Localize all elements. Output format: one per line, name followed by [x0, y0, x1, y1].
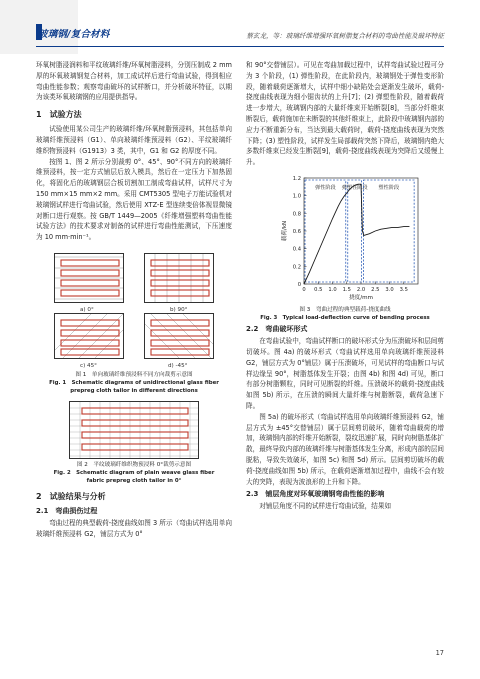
fig2-caption-en-2: fabric prepreg cloth tailor in 0°: [86, 478, 182, 485]
fig1-panel-a: [54, 253, 124, 303]
stage-label: 塑性阶段: [378, 184, 400, 191]
load-deflection-line: [304, 184, 409, 284]
header-rule: [36, 46, 444, 47]
y-tick-label: 0.6: [292, 228, 301, 235]
fig2-drawing: [70, 402, 199, 459]
stage-box: [305, 180, 346, 282]
fig1-label-c: c) 45°: [80, 362, 97, 369]
fig1-panel-c: [54, 313, 124, 359]
fig1-caption-cn: 图 1 单向玻璃纤维预浸料不同方向裁剪示意图: [75, 371, 193, 378]
x-tick-label: 1.5: [342, 286, 351, 293]
y-axis-label: 载荷/kN: [282, 220, 288, 242]
y-tick-label: 0.8: [292, 211, 301, 218]
section-1-title: 1 试验方法: [36, 110, 82, 120]
y-tick-label: 1.2: [292, 175, 301, 182]
y-tick-label: 0.4: [292, 246, 301, 253]
y-tick-label: 1.0: [292, 193, 301, 200]
y-tick-label: 0: [297, 281, 301, 288]
right-column: [246, 60, 444, 512]
fig2-caption-cn: 图 2 平纹玻璃纤维织物预浸料 0°裁剪示意图: [76, 462, 192, 469]
subsection-2-2-paragraph-1: 在弯曲试验中，弯曲试样断口的破坏形式分为压溃破坏和层间剪切破坏。图 4a) 的破坏形式（弯曲试样选用单向玻璃纤维预浸料 G2，铺层方式为 0°铺层）属于压溃破坏，可见试样的弯曲断口与试样边缘呈 90°，树脂基体发生开裂；由图 4b) 和图 4d) 可见，断口有部分树脂颗粒，同时可见断裂的纤维。压溃破坏的载荷-挠度曲线如图 5b) 所示，在压溃的瞬间大量纤维与树脂断裂，载荷急速下降。: [246, 337, 444, 410]
fig1-caption-en-2: prepreg cloth tailor in different directions: [70, 388, 198, 395]
section-2-title: 2 试验结果与分析: [36, 492, 106, 502]
subsection-2-3-title: 2.3 铺层角度对环氧玻璃钢弯曲性能的影响: [246, 490, 385, 499]
left-column: [36, 60, 232, 540]
subsection-2-1-paragraph: 弯曲过程的典型载荷-挠度曲线如图 3 所示（弯曲试样选用单向玻璃纤维预浸料 G2，铺层方式为 0°: [36, 519, 232, 539]
fig3-caption-cn: 图 3 弯曲过程的典型载荷-挠度曲线: [299, 306, 391, 313]
subsection-2-2-title: 2.2 弯曲破坏形式: [246, 325, 308, 334]
x-tick-label: 2.5: [371, 286, 380, 293]
fig1-panel-b: [144, 253, 214, 303]
fig1-caption-en-1: Fig. 1 Schematic diagrams of unidirectional glass fiber: [49, 380, 219, 387]
x-axis-label: 挠度/mm: [349, 294, 373, 301]
x-tick-label: 1.0: [328, 286, 337, 293]
page-number: 17: [435, 649, 444, 657]
right-paragraph-1: 和 90°交替铺层）。可见在弯曲加载过程中，试样弯曲试验过程可分为 3 个阶段，(1) 弹性阶段，在此阶段内，玻璃钢处于弹性变形阶段，随着载荷逐渐增大，试样中细小缺陷处会逐渐发生破坏，载荷-挠度曲线表现为细小锯齿状的上升[7]；(2) 弹塑性阶段，随着载荷进一步增大，玻璃钢内部的大量纤维束开始断裂[8]，当部分纤维束断裂后，载荷施加在未断裂的其他纤维束上，此阶段中玻璃钢内部的应力不断重新分布，当达到最大载荷时，载荷-挠度曲线表现为突然下降；(3) 塑性阶段，试样发生局部载荷突然下降后，玻璃钢内绝大多数纤维束已经发生断裂[9]，载荷-挠度曲线表现为突降后又缓慢上升。: [246, 61, 444, 167]
x-tick-label: 0.5: [314, 286, 323, 293]
stage-label: 弹塑性阶段: [341, 184, 368, 191]
figure-1: [36, 249, 232, 369]
stage-box: [363, 180, 414, 282]
x-tick-label: 3.0: [385, 286, 394, 293]
page-header: [0, 0, 480, 54]
journal-logo-text: 玻璃钢/复合材料: [38, 29, 110, 40]
fig1-panel-d: [144, 313, 214, 359]
subsection-2-3-paragraph: 对铺层角度不同的试样进行弯曲试验，结果如: [259, 502, 392, 511]
intro-paragraph: 环氧树脂浸润料和平纹玻璃纤维/环氧树脂浸料，分别压制成 2 mm 厚的环氧玻璃钢复合材料，加工成试样后进行弯曲试验，得到相应弯曲性能参数；观察弯曲破坏的试样断口，并分析破坏特征，以期为该类环氧玻璃钢的应用提供指导。: [36, 61, 232, 102]
figure-2: [69, 401, 199, 459]
x-tick-label: 0: [302, 286, 306, 293]
fig2-caption-en-1: Fig. 2 Schematic diagram of plain weave glass fiber: [53, 470, 215, 477]
figure-3: [246, 172, 444, 304]
fig1-panel-d-drawing: [145, 314, 214, 359]
fig1-label-d: d) -45°: [168, 362, 188, 369]
fig1-panel-b-drawing: [145, 254, 214, 303]
fig1-label-b: b) 90°: [170, 306, 188, 313]
stage-box: [348, 180, 362, 282]
y-tick-label: 0.2: [292, 264, 301, 271]
running-title: 蔡玄龙，等：玻璃纤维增强环氧树脂复合材料的弯曲性能及破坏特征: [246, 32, 444, 40]
fig1-panel-a-drawing: [55, 254, 124, 303]
subsection-2-1-title: 2.1 弯曲损伤过程: [36, 507, 98, 516]
fig1-panel-c-drawing: [55, 314, 124, 359]
section-1-paragraph-1: 试验使用某公司生产的玻璃纤维/环氧树脂预浸料，其包括单向玻璃纤维预浸料（G1）、单向玻璃纤维预浸料（G2）、平纹玻璃纤维织物预浸料（G1913）3 类，其中，G1 和 G2 的厚度不同。: [36, 125, 232, 155]
stage-label: 弹性阶段: [314, 184, 336, 191]
x-tick-label: 2.0: [356, 286, 366, 293]
x-tick-label: 3.5: [399, 286, 408, 293]
fig3-caption-en: Fig. 3 Typical load-deflection curve of bending process: [260, 315, 430, 322]
fig1-label-a: a) 0°: [80, 306, 94, 313]
subsection-2-2-paragraph-2: 图 5a) 的破坏形式（弯曲试样选用单向玻璃纤维预浸料 G2，铺层方式为 ±45°交替铺层）属于层间剪切破坏，随着弯曲载荷的增加，玻璃钢内部的纤维开始断裂，裂纹迅速扩展，同时向树脂基体扩散，最终导致内部的玻璃纤维与树脂基体发生分离，形成内部的层间脱粘，导致失效破坏，如图 5c) 和图 5d) 所示。层间剪切破坏的载荷-挠度曲线如图 5b) 所示，在载荷逐渐增加过程中，曲线不会有较大的突降，表现为波浪形的上升和下降。: [246, 412, 444, 486]
section-1-paragraph-2: 按图 1、图 2 所示分别裁剪 0°、45°、90°不同方向的玻璃纤维预浸料，按一定方式铺层后放入模具，然后在一定压力下加热固化，将固化后的玻璃钢层合板切割加工制成弯曲试样，试样尺寸为 150 mm×15 mm×2 mm。采用 CMT5305 型电子万能试验机对玻璃钢试样进行弯曲试验，然后使用 XTZ-E 型连续变倍体视显微镜对断口进行观察。按 GB/T 1449—2005《纤维增强塑料弯曲性能试验方法》的技术要求对制备的试样进行弯曲性能测试，下压速度为 10 mm·min⁻¹。: [36, 157, 232, 242]
load-deflection-chart: [246, 172, 444, 304]
